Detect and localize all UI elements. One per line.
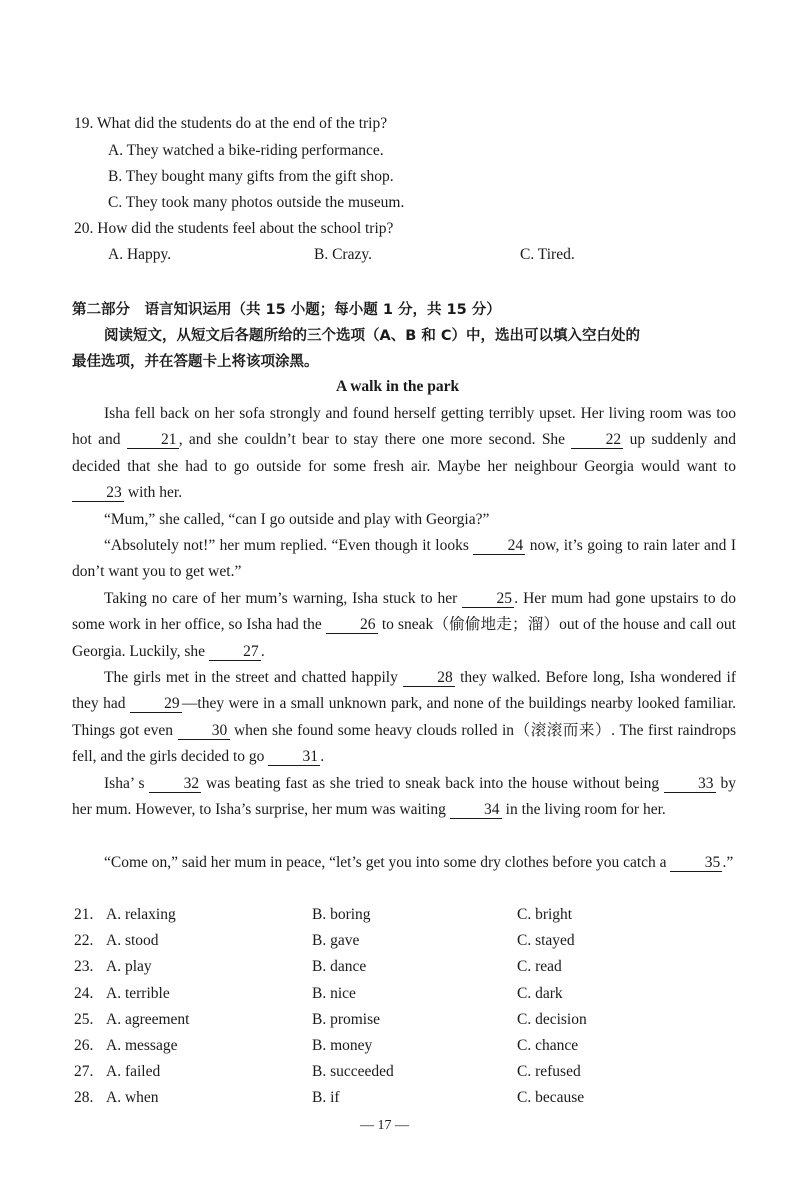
- choice-option-a: A. message: [106, 1037, 178, 1054]
- choice-number: 25.: [74, 1010, 94, 1028]
- instruction-line-1: 阅读短文，从短文后各题所给的三个选项（A、B 和 C）中，选出可以填入空白处的: [104, 328, 641, 344]
- blank-28: 28: [403, 670, 455, 687]
- blank-33: 33: [664, 776, 716, 793]
- passage-paragraph-2: “Mum,” she called, “can I go outside and play with Georgia?”: [104, 511, 490, 528]
- choice-option-c: C. dark: [517, 984, 563, 1002]
- blank-32: 32: [149, 776, 201, 793]
- choice-number: 22.: [74, 932, 94, 950]
- choice-option-a: A. failed: [106, 1063, 161, 1081]
- choice-option-a: A. terrible: [106, 984, 170, 1002]
- passage-paragraph-4: Taking no care of her mum’s warning, Isha stuck to her 25 . Her mum had gone upstairs to do some work in her office, so Isha had the 26 to sneak（偷偷地走；溜）out of the house and call out Georgia. Luckily, she 27 .: [72, 590, 736, 660]
- choice-option-a: A. when: [106, 1089, 159, 1107]
- passage-paragraph-6: Isha’ s 32 was beating fast as she tried to sneak back into the house without being 33 by her mum. However, to Isha’s surprise, her mum was waiting 34 in the living room for her.: [72, 775, 736, 819]
- choice-option-c: C. stayed: [517, 932, 575, 950]
- section-heading: 第二部分 语言知识运用（共 15 小题；每小题 1 分，共 15 分）: [72, 302, 501, 318]
- q19-option-c: C. They took many photos outside the museum.: [108, 194, 405, 211]
- question-20: [74, 220, 393, 238]
- passage-paragraph-1: Isha fell back on her sofa strongly and found herself getting terribly upset. Her living room was too hot and 21 , and she couldn’t bear to stay there one more second. She 22 up suddenly and decided that she had to go outside for some fresh air. Maybe her neighbour Georgia would want to 23 with her.: [72, 405, 737, 502]
- passage-title: A walk in the park: [336, 378, 460, 395]
- choice-option-b: B. if: [312, 1089, 340, 1107]
- choice-option-b: B. nice: [312, 984, 356, 1002]
- q20-option-b: B. Crazy.: [314, 246, 372, 263]
- blank-29: 29: [130, 696, 182, 713]
- blank-25: 25: [462, 591, 514, 608]
- choice-option-c: C. bright: [517, 906, 573, 923]
- choice-option-a: A. play: [106, 958, 152, 976]
- blank-23: 23: [72, 485, 124, 502]
- choice-option-c: C. read: [517, 958, 562, 976]
- choice-option-c: C. because: [517, 1089, 585, 1107]
- question-number: 20.: [74, 220, 94, 237]
- choice-option-b: B. dance: [312, 958, 367, 976]
- q20-option-a: A. Happy.: [108, 246, 172, 263]
- choice-number: 28.: [74, 1089, 94, 1107]
- blank-21: 21: [127, 432, 179, 449]
- question-text: What did the students do at the end of the trip?: [96, 115, 388, 132]
- blank-27: 27: [209, 644, 261, 661]
- blank-30: 30: [178, 723, 230, 740]
- passage-paragraph-3: “Absolutely not!” her mum replied. “Even though it looks 24 now, it’s going to rain later and I don’t want you to get wet.”: [72, 537, 736, 581]
- q19-option-a: A. They watched a bike-riding performance.: [108, 142, 384, 159]
- choice-option-b: B. gave: [312, 932, 360, 950]
- blank-26: 26: [326, 617, 378, 634]
- blank-34: 34: [450, 802, 502, 819]
- blank-22: 22: [571, 432, 623, 449]
- choice-number: 21.: [74, 906, 94, 923]
- question-19: [74, 115, 387, 133]
- passage-paragraph-5: The girls met in the street and chatted happily 28 they walked. Before long, Isha wondered if they had 29 —they were in a small unknown park, and none of the buildings nearby looked familiar. Things got even 30 when she found some heavy clouds rolled in（滚滚而来）. The first raindrops fell, and the girls decided to go 31 .: [72, 669, 736, 766]
- choice-option-c: C. refused: [517, 1063, 581, 1081]
- choice-number: 27.: [74, 1063, 94, 1081]
- passage-paragraph-7: “Come on,” said her mum in peace, “let’s get you into some dry clothes before you catch a 35 .”: [104, 854, 734, 871]
- blank-31: 31: [268, 749, 320, 766]
- choice-option-c: C. decision: [517, 1010, 587, 1028]
- choice-option-a: A. relaxing: [106, 906, 176, 923]
- question-text: How did the students feel about the school trip?: [97, 220, 394, 237]
- q20-option-c: C. Tired.: [520, 246, 575, 263]
- choice-option-b: B. money: [312, 1037, 373, 1054]
- q19-option-b: B. They bought many gifts from the gift shop.: [108, 168, 394, 185]
- choice-option-b: B. promise: [312, 1010, 381, 1028]
- choice-option-a: A. agreement: [106, 1010, 190, 1028]
- choice-number: 24.: [74, 984, 94, 1002]
- blank-24: 24: [473, 538, 525, 555]
- choice-option-c: C. chance: [517, 1037, 579, 1054]
- choice-number: 23.: [74, 958, 94, 976]
- choice-option-b: B. boring: [312, 906, 371, 923]
- choice-option-b: B. succeeded: [312, 1063, 394, 1081]
- question-number: 19.: [74, 115, 94, 132]
- choice-option-a: A. stood: [106, 932, 159, 950]
- instruction-line-2: 最佳选项，并在答题卡上将该项涂黑。: [72, 354, 319, 370]
- blank-35: 35: [670, 855, 722, 872]
- choice-number: 26.: [74, 1037, 94, 1054]
- page-number: — 17 —: [360, 1118, 409, 1133]
